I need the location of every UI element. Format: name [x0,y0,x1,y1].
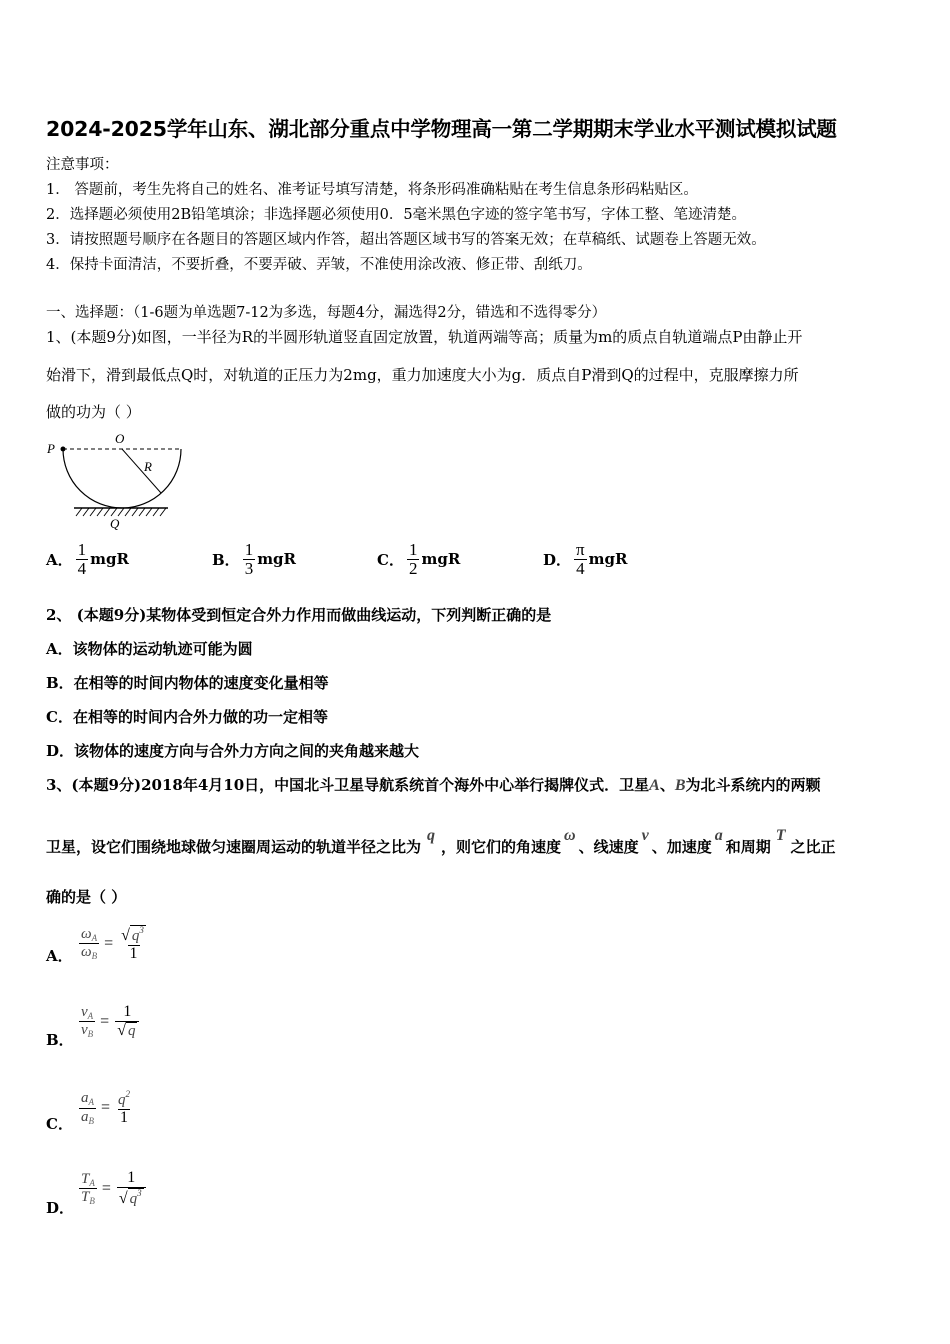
exponent: 3 [139,925,144,935]
equals-sign: = [101,1179,111,1197]
label-p: P [47,441,55,456]
question-3-line-3: 确的是（ ） [46,888,127,906]
radicand: q [131,928,140,944]
text: ，则它们的角速度 [441,838,562,856]
text: 之比正 [790,838,836,856]
ground-hatching [76,508,166,516]
denominator: 2 [408,558,418,578]
symbol-v: v [641,827,649,844]
symbol-a: a [714,827,723,844]
exponent: 2 [125,1089,131,1099]
numerator: ω [81,925,92,942]
notice-item: 3．请按照题号顺序在各题目的答题区域内作答，超出答题区域书写的答案无效；在草稿纸、试题卷上答题无效。 [46,232,766,248]
question-3-line-1 [46,774,821,795]
q2-option-c[interactable]: C．在相等的时间内合外力做的功一定相等 [46,708,328,726]
question-3-line-2 [46,827,836,857]
q1-option-c[interactable] [377,541,460,578]
q1-option-a[interactable] [46,541,129,578]
denominator: T [81,1189,90,1206]
label-q: Q [110,516,120,531]
option-label: C． [377,550,404,569]
symbol-omega: ω [564,827,576,844]
fraction [79,1004,95,1040]
label-r: R [144,459,152,474]
q2-option-b[interactable]: B．在相等的时间内物体的速度变化量相等 [46,674,329,692]
equals-sign: = [101,1099,111,1117]
notice-item: 2．选择题必须使用2B铅笔填涂；非选择题必须使用0．5毫米黑色字迹的签字笔书写，字体工整、笔迹清楚。 [46,207,747,223]
equals-sign: = [104,934,114,952]
fraction [79,1171,97,1207]
q1-option-b[interactable] [212,541,296,578]
fraction [574,541,587,578]
text: 、加速度 [651,838,712,856]
denominator: 4 [576,558,585,578]
option-unit: mgR [588,550,628,569]
fraction [407,541,420,578]
q2-option-a[interactable]: A．该物体的运动轨迹可能为圆 [46,640,253,658]
subscript: B [88,1115,94,1126]
option-unit: mgR [257,550,297,569]
semicircle-track-figure [40,428,190,534]
q3-option-a-formula [76,925,150,963]
text: 、线速度 [578,838,639,856]
subscript: A [87,1011,94,1021]
radicand: q [129,1190,138,1207]
denominator: a [81,1108,89,1125]
section-heading: 一、选择题：（1-6题为单选题7-12为多选，每题4分，漏选得2分，错选和不选得零分） [46,305,607,321]
fraction [79,1090,96,1126]
text: 、 [659,776,675,794]
numerator: 1 [244,540,254,559]
equals-sign: = [100,1012,110,1030]
question-2-stem: 2、 (本题9分)某物体受到恒定合外力作用而做曲线运动，下列判断正确的是 [46,606,552,624]
question-1-line-1: 1、(本题9分)如图，一半径为R的半圆形轨道竖直固定放置，轨道两端等高；质量为m的质点自轨道端点P由静止开 [46,328,803,346]
text: 为北斗系统内的两颗 [685,776,821,794]
fraction [243,541,256,578]
subscript: A [91,932,98,943]
radicand: q [127,1022,136,1039]
symbol-t: T [775,827,786,844]
denominator: ω [81,944,92,961]
option-label: A． [46,550,73,569]
numerator: v [81,1004,88,1020]
option-unit: mgR [90,550,129,569]
numerator: a [81,1090,89,1107]
numerator: q [118,1092,126,1108]
q3-option-c-label[interactable]: C． [46,1115,73,1133]
fraction [116,1090,132,1127]
fraction [79,926,99,962]
option-label: D． [543,550,572,569]
numerator: 1 [77,540,87,559]
page-title: 2024-2025学年山东、湖北部分重点中学物理高一第二学期期末学业水平测试模拟试题 [46,117,837,141]
text: 和周期 [725,838,771,856]
fraction: $\frac{1}{√ q}$ [115,1004,139,1040]
subscript: B [87,1029,94,1040]
subscript: A [88,1097,94,1108]
q3-option-b-formula [76,1004,141,1040]
denominator: v [81,1022,88,1039]
notice-item: 1． 答题前，考生先将自己的姓名、准考证号填写清楚，将条形码准确粘贴在考生信息条形码粘贴区。 [46,182,698,198]
denominator: 1 [129,944,138,962]
notice-heading: 注意事项： [46,157,119,173]
text: 卫星，设它们围绕地球做匀速圈周运动的轨道半径之比为 [46,838,422,856]
symbol-a: A [649,777,660,794]
radius-line [122,449,161,493]
option-unit: mgR [421,550,461,569]
q3-option-d-label[interactable]: D． [46,1199,75,1217]
numerator: 1 [127,1169,136,1186]
q3-option-c-formula [76,1090,134,1127]
fraction: $\frac{√ q^3}{1}$ [121,925,144,962]
track-arc [63,449,181,508]
subscript: B [89,1196,95,1207]
q3-option-b-label[interactable]: B． [46,1031,74,1049]
option-label: B． [212,550,240,569]
question-1-line-2: 始滑下，滑到最低点Q时，对轨道的正压力为2mg，重力加速度大小为g．质点自P滑到Q的过程中，克服摩擦力所 [46,366,799,384]
symbol-b: B [674,777,686,794]
text: 3、(本题9分)2018年4月10日，中国北斗卫星导航系统首个海外中心举行揭牌仪式．卫星 [46,776,650,794]
fraction [76,541,89,578]
numerator: 1 [408,540,418,559]
fraction: $\frac{1}{√ q^3}$ [117,1170,146,1208]
point-p [61,447,66,452]
question-1-line-3: 做的功为（ ） [46,403,141,421]
denominator: 4 [77,558,87,578]
q3-option-a-label[interactable]: A． [46,947,73,965]
numerator: T [81,1170,90,1187]
q2-option-d[interactable]: D．该物体的速度方向与合外力方向之间的夹角越来越大 [46,742,420,760]
q1-option-d[interactable] [543,541,627,578]
denominator: 1 [120,1108,129,1126]
q3-option-d-formula [76,1170,148,1208]
notice-item: 4．保持卡面清洁，不要折叠，不要弄破、弄皱，不准使用涂改液、修正带、刮纸刀。 [46,257,592,273]
denominator: 3 [244,558,254,578]
label-o: O [115,431,125,446]
numerator: π [576,540,585,559]
symbol-q: q [427,827,436,844]
exponent: 3 [137,1187,142,1198]
subscript: B [91,951,98,962]
numerator: 1 [123,1003,132,1021]
subscript: A [89,1177,95,1188]
